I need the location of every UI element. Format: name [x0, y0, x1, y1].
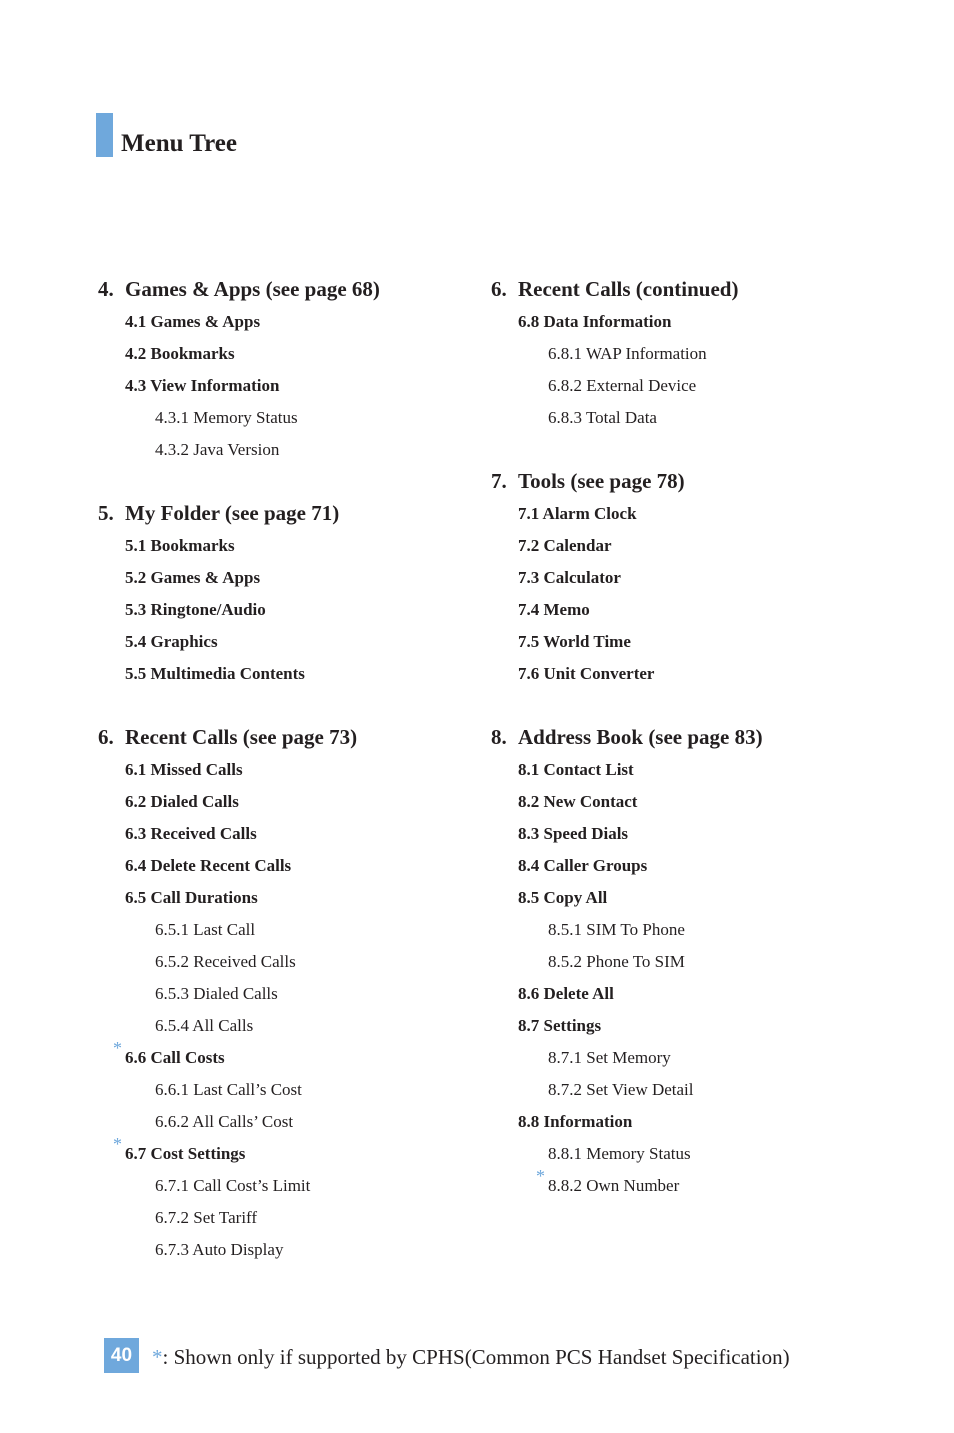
submenu-item: 6.6.2 All Calls’ Cost [155, 1112, 294, 1131]
menu-item: 7.1 Alarm Clock [518, 504, 637, 523]
section-heading [98, 499, 339, 527]
section-number: 6. [491, 277, 507, 301]
submenu-item: 6.8.3 Total Data [548, 408, 657, 427]
section-title: Recent Calls (continued) [518, 277, 739, 301]
menu-item: 6.5 Call Durations [125, 888, 258, 907]
submenu-item: 8.7.1 Set Memory [548, 1048, 671, 1067]
menu-item: 7.5 World Time [518, 632, 631, 651]
menu-item: 7.6 Unit Converter [518, 664, 655, 683]
section-title: My Folder (see page 71) [125, 501, 340, 525]
submenu-item: 6.8.2 External Device [548, 376, 697, 395]
submenu-item: 6.7.1 Call Cost’s Limit [155, 1176, 311, 1195]
section-heading [491, 275, 738, 303]
section-title: Games & Apps (see page 68) [125, 277, 380, 301]
page-footer [0, 1335, 954, 1375]
menu-item: 6.7 Cost Settings [125, 1144, 246, 1163]
menu-item: 6.2 Dialed Calls [125, 792, 239, 811]
menu-item: 7.3 Calculator [518, 568, 621, 587]
menu-item: 8.6 Delete All [518, 984, 614, 1003]
menu-item: 6.3 Received Calls [125, 824, 257, 843]
menu-item: 8.1 Contact List [518, 760, 634, 779]
page-title: Menu Tree [121, 130, 237, 157]
footnote-text: : Shown only if supported by CPHS(Common PCS Handset Specification) [162, 1345, 790, 1369]
submenu-item: 6.5.4 All Calls [155, 1016, 254, 1035]
submenu-item: 6.7.2 Set Tariff [155, 1208, 258, 1227]
menu-item: 5.3 Ringtone/Audio [125, 600, 266, 619]
submenu-item: 6.7.3 Auto Display [155, 1240, 284, 1259]
menu-item: 6.1 Missed Calls [125, 760, 243, 779]
menu-item: 8.7 Settings [518, 1016, 602, 1035]
menu-item: 5.2 Games & Apps [125, 568, 261, 587]
section-number: 6. [98, 725, 114, 749]
section-number: 8. [491, 725, 507, 749]
menu-item: 8.8 Information [518, 1112, 633, 1131]
section-title: Address Book (see page 83) [518, 725, 763, 749]
menu-item: 4.1 Games & Apps [125, 312, 261, 331]
menu-item: 5.1 Bookmarks [125, 536, 235, 555]
section-title: Tools (see page 78) [518, 469, 685, 493]
submenu-item: 8.8.2 Own Number [548, 1176, 680, 1195]
section-heading [98, 723, 357, 751]
section-number: 7. [491, 469, 507, 493]
section-number: 5. [98, 501, 114, 525]
section-heading [491, 723, 763, 751]
submenu-item: 4.3.1 Memory Status [155, 408, 298, 427]
menu-item: 8.4 Caller Groups [518, 856, 648, 875]
cphs-asterisk-icon: * [536, 1166, 545, 1186]
submenu-item: 8.5.2 Phone To SIM [548, 952, 685, 971]
menu-item: 8.5 Copy All [518, 888, 608, 907]
submenu-item: 8.5.1 SIM To Phone [548, 920, 685, 939]
menu-item: 8.3 Speed Dials [518, 824, 629, 843]
section-title: Recent Calls (see page 73) [125, 725, 358, 749]
submenu-item: 6.8.1 WAP Information [548, 344, 707, 363]
menu-item: 7.2 Calendar [518, 536, 612, 555]
menu-item: 4.3 View Information [125, 376, 280, 395]
submenu-item: 4.3.2 Java Version [155, 440, 280, 459]
cphs-asterisk-icon: * [113, 1038, 122, 1058]
submenu-item: 6.5.1 Last Call [155, 920, 256, 939]
submenu-item: 6.5.3 Dialed Calls [155, 984, 278, 1003]
submenu-item: 8.7.2 Set View Detail [548, 1080, 694, 1099]
section-heading [491, 467, 685, 495]
footnote [152, 1343, 790, 1371]
menu-item: 5.5 Multimedia Contents [125, 664, 305, 683]
menu-item: 8.2 New Contact [518, 792, 638, 811]
submenu-item: 8.8.1 Memory Status [548, 1144, 691, 1163]
menu-item: 5.4 Graphics [125, 632, 218, 651]
menu-item: 4.2 Bookmarks [125, 344, 235, 363]
section-number: 4. [98, 277, 114, 301]
submenu-item: 6.6.1 Last Call’s Cost [155, 1080, 302, 1099]
submenu-item: 6.5.2 Received Calls [155, 952, 296, 971]
menu-item: 6.8 Data Information [518, 312, 672, 331]
menu-item: 6.6 Call Costs [125, 1048, 225, 1067]
cphs-asterisk-icon: * [113, 1134, 122, 1154]
page-number: 40 [104, 1338, 139, 1373]
footnote-asterisk-icon: * [152, 1345, 163, 1369]
section-heading [98, 275, 380, 303]
menu-item: 6.4 Delete Recent Calls [125, 856, 292, 875]
title-accent-bar [96, 113, 113, 157]
menu-item: 7.4 Memo [518, 600, 590, 619]
